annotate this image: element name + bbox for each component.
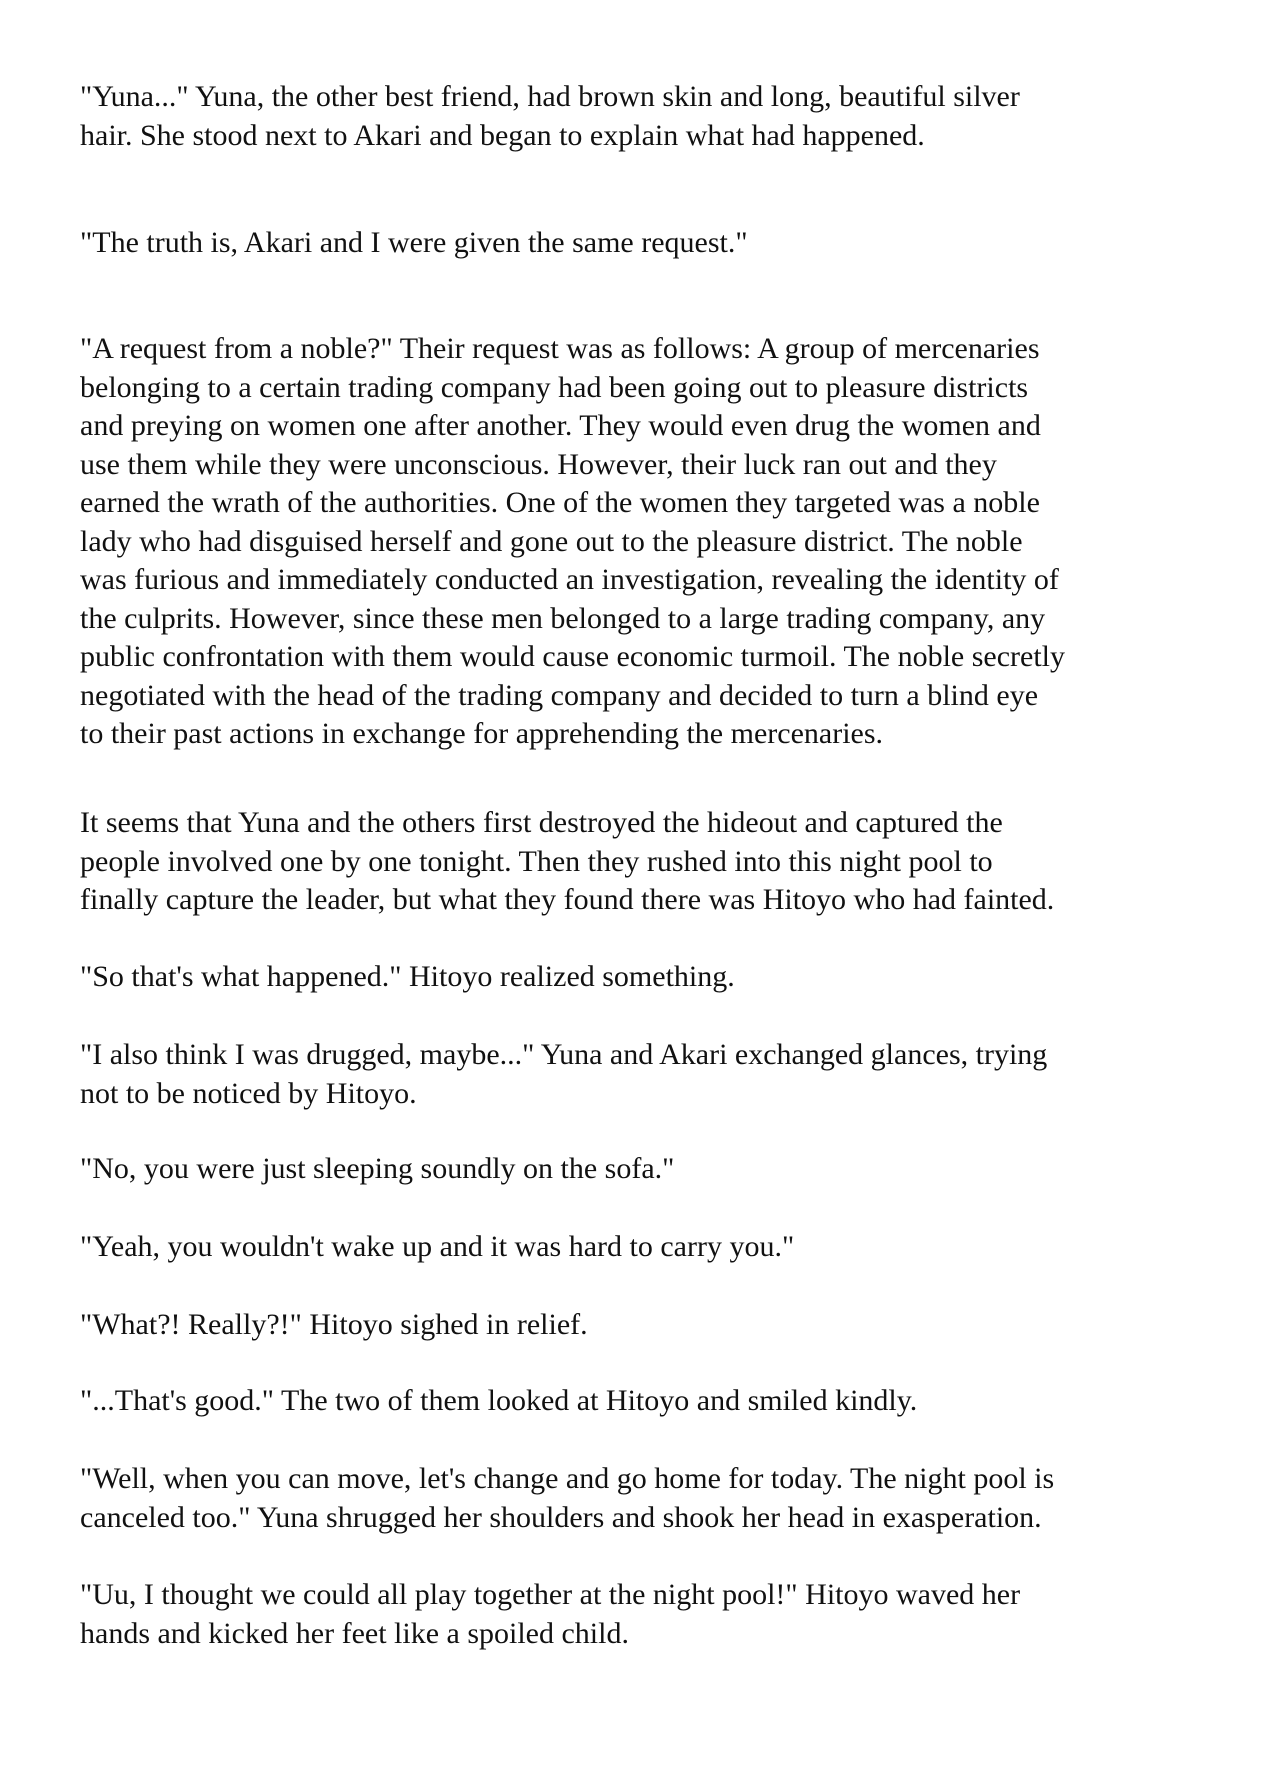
paragraph-line: "Well, when you can move, let's change and go home for today. The night pool is [80,1462,1055,1495]
paragraph-line: not to be noticed by Hitoyo. [80,1076,417,1110]
paragraph-line: hands and kicked her feet like a spoiled child. [80,1616,629,1650]
paragraph-10 [80,1382,1200,1421]
paragraph-line: "I also think I was drugged, maybe..." Yuna and Akari exchanged glances, trying [80,1038,1048,1071]
paragraph-line: canceled too." Yuna shrugged her shoulders and shook her head in exasperation. [80,1500,1042,1534]
paragraph-7 [80,1150,1200,1189]
paragraph-line: public confrontation with them would cause economic turmoil. The noble secretly [80,640,1066,673]
paragraph-line: "...That's good." The two of them looked at Hitoyo and smiled kindly. [80,1384,918,1417]
paragraph-line: "Uu, I thought we could all play together at the night pool!" Hitoyo waved her [80,1578,1021,1611]
paragraph-line: to their past actions in exchange for apprehending the mercenaries. [80,717,884,750]
paragraph-line: finally capture the leader, but what they found there was Hitoyo who had fainted. [80,883,1055,916]
paragraph-4 [80,804,1200,920]
paragraph-line: "So that's what happened." Hitoyo realized something. [80,960,735,993]
paragraph-line: "The truth is, Akari and I were given the same request." [80,226,748,259]
paragraph-3 [80,330,1200,754]
paragraph-line: earned the wrath of the authorities. One of the women they targeted was a noble [80,486,1040,519]
paragraph-9 [80,1306,1200,1345]
paragraph-1 [80,78,1200,155]
paragraph-line: use them while they were unconscious. However, their luck ran out and they [80,447,997,481]
paragraph-line: "Yuna..." Yuna, the other best friend, had brown skin and long, beautiful silver [80,80,1020,113]
paragraph-line: was furious and immediately conducted an investigation, revealing the identity of [80,563,1059,596]
paragraph-11 [80,1460,1200,1537]
paragraph-12 [80,1576,1200,1653]
paragraph-line: and preying on women one after another. They would even drug the women and [80,409,1041,442]
paragraph-line: lady who had disguised herself and gone out to the pleasure district. The noble [80,524,1023,558]
paragraph-5 [80,958,1200,997]
paragraph-line: "Yeah, you wouldn't wake up and it was hard to carry you." [80,1230,795,1263]
paragraph-line: belonging to a certain trading company had been going out to pleasure districts [80,370,1029,404]
paragraph-line: "A request from a noble?" Their request was as follows: A group of mercenaries [80,332,1040,365]
paragraph-line: people involved one by one tonight. Then they rushed into this night pool to [80,844,993,878]
paragraph-line: the culprits. However, since these men belonged to a large trading company, any [80,601,1046,635]
paragraph-line: negotiated with the head of the trading company and decided to turn a blind eye [80,678,1039,712]
paragraph-2 [80,224,1200,263]
paragraph-line: hair. She stood next to Akari and began to explain what had happened. [80,118,925,152]
paragraph-8 [80,1228,1200,1267]
paragraph-6 [80,1036,1200,1113]
paragraph-line: It seems that Yuna and the others first destroyed the hideout and captured the [80,806,1003,839]
paragraph-line: "What?! Really?!" Hitoyo sighed in relief. [80,1308,588,1341]
paragraph-line: "No, you were just sleeping soundly on the sofa." [80,1152,675,1185]
